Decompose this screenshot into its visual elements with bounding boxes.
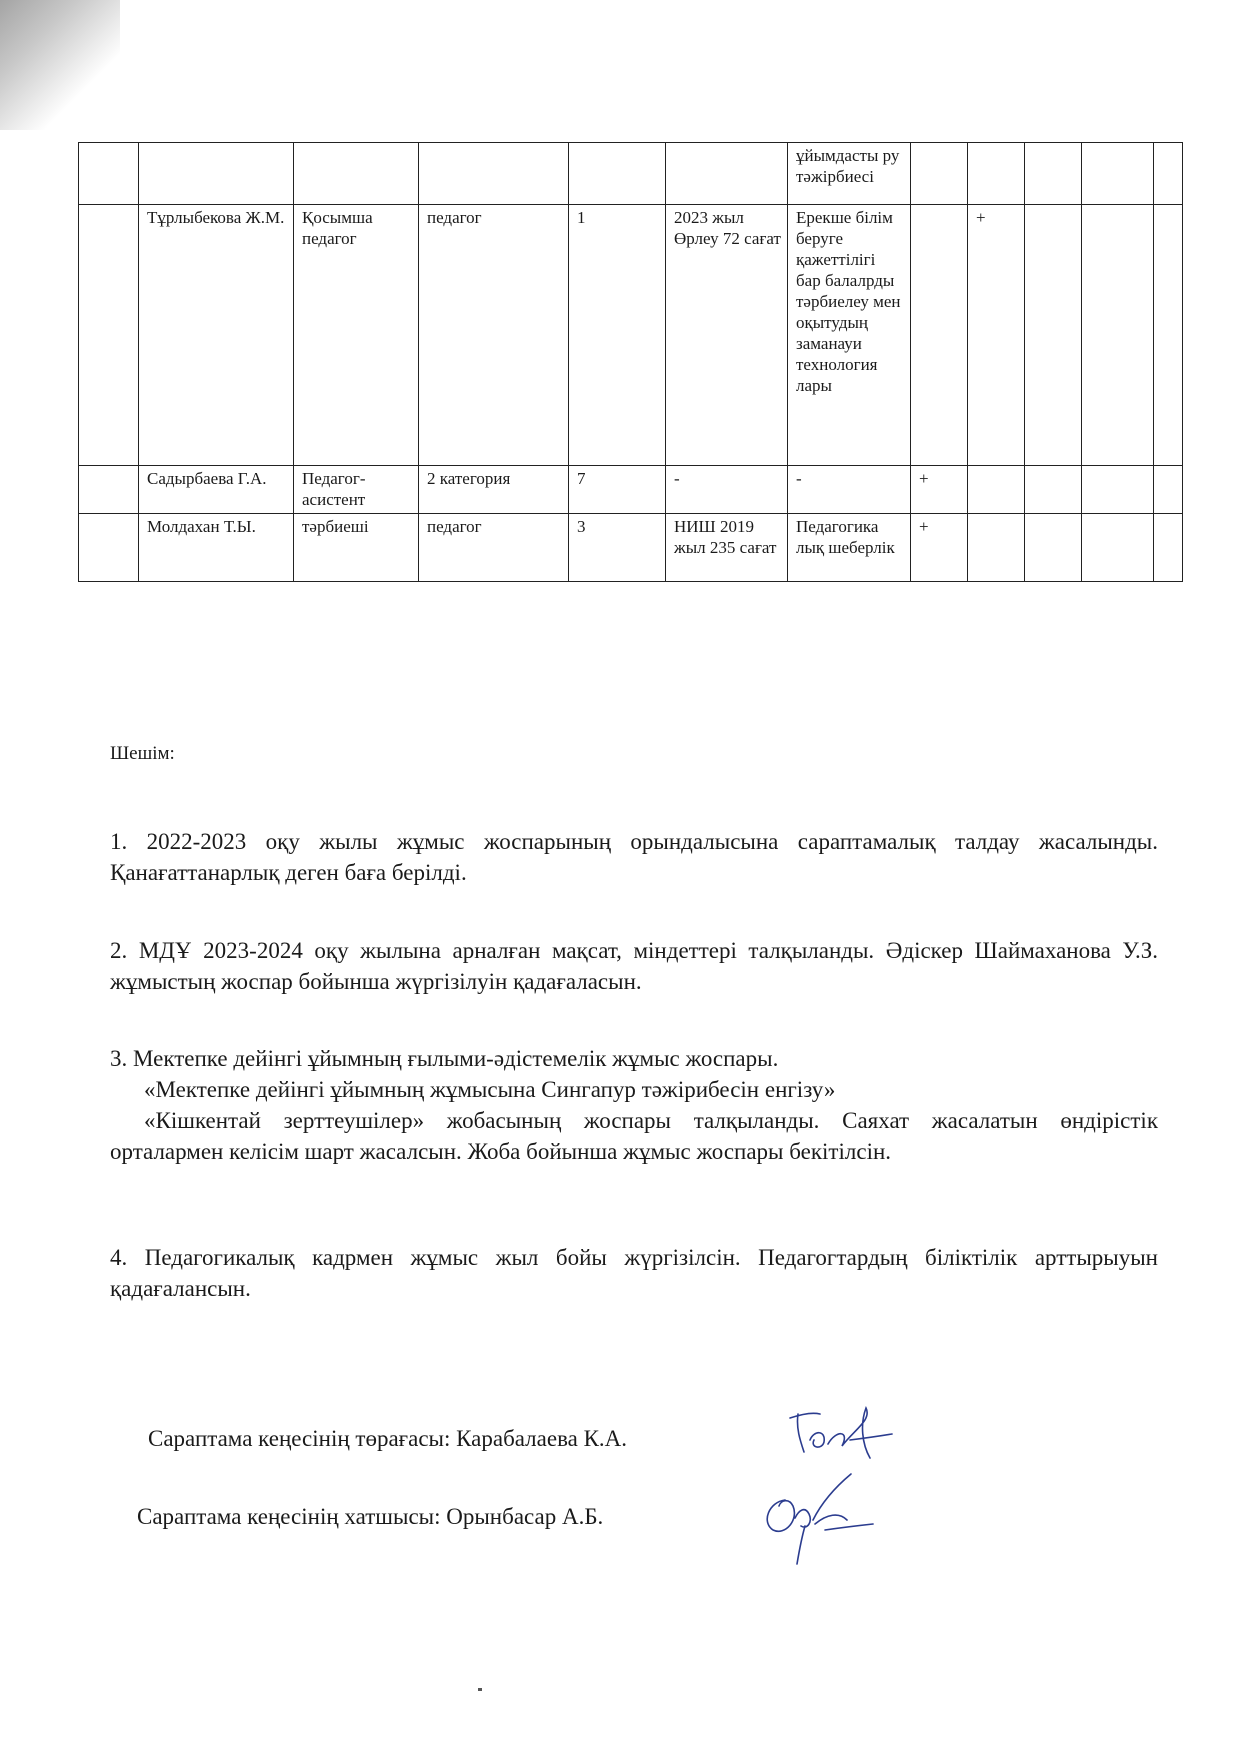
decision-item-1 [110,826,1158,888]
decision-item-3 [110,1043,1158,1167]
decision-label: Шешім: [110,743,175,764]
cell-mark: + [968,205,1025,466]
cell-mark [1025,466,1082,514]
cell-mark [1082,143,1154,205]
cell-position: тәрбиеші [294,514,419,582]
table-row [79,205,1183,466]
cell-no [79,514,139,582]
scan-corner-shadow [0,0,120,130]
cell-name: Тұрлыбекова Ж.М. [139,205,294,466]
cell-mark [968,466,1025,514]
decision-item-2 [110,935,1158,997]
decision-item-4-text: 4. Педагогикалық кадрмен жұмыс жыл бойы жүргізілсін. Педагогтардың біліктілік арттырыуын қадағалансын. [110,1245,1158,1301]
staff-table [78,142,1183,582]
decision-item-1-text: 1. 2022-2023 оқу жылы жұмыс жоспарының орындалысына сараптамалық талдау жасалынды. Қанағаттанарлық деген баға берілді. [110,829,1158,885]
table-row [79,466,1183,514]
cell-topic: ұйымдасты ру тәжірбиесі [788,143,911,205]
secretary-signature-line: Сараптама кеңесінің хатшысы: Орынбасар А.Б. [137,1504,604,1529]
cell-mark: + [911,466,968,514]
cell-no [79,143,139,205]
cell-category: 2 категория [419,466,569,514]
cell-mark [1154,514,1183,582]
chair-signature-scribble [780,1400,900,1470]
cell-mark [911,205,968,466]
cell-mark [1154,466,1183,514]
secretary-signature-scribble [755,1470,875,1570]
cell-course [666,143,788,205]
chair-signature-line: Сараптама кеңесінің төрағасы: Карабалаева К.А. [148,1426,628,1451]
cell-course: НИШ 2019 жыл 235 сағат [666,514,788,582]
table-row [79,143,1183,205]
cell-mark [1082,466,1154,514]
scan-speck [478,1688,482,1691]
decision-item-2-text: 2. МДҰ 2023-2024 оқу жылына арналған мақсат, міндеттері талқыланды. Әдіскер Шаймаханова У.З. жұмыстың жоспар бойынша жүргізілуін қадағаласын. [110,938,1158,994]
decision-item-4 [110,1242,1158,1304]
cell-no [79,466,139,514]
decision-item-3-text: 3. Мектепке дейінгі ұйымның ғылыми-әдістемелік жұмыс жоспары. [110,1046,779,1071]
cell-experience: 7 [569,466,666,514]
cell-name [139,143,294,205]
cell-mark [1154,205,1183,466]
cell-topic: Педагогика лық шеберлік [788,514,911,582]
decision-item-3-details: «Кішкентай зерттеушілер» жобасының жоспары талқыланды. Саяхат жасалатын өндірістік орталармен келісім шарт жасалсын. Жоба бойынша жұмыс жоспары бекітілсін. [110,1108,1158,1164]
table-row [79,514,1183,582]
cell-mark: + [911,514,968,582]
cell-mark [1154,143,1183,205]
cell-name: Молдахан Т.Ы. [139,514,294,582]
cell-experience: 3 [569,514,666,582]
cell-position: Қосымша педагог [294,205,419,466]
cell-mark [1025,143,1082,205]
cell-topic: Ерекше білім беруге қажеттілігі бар балалрды тәрбиелеу мен оқытудың заманауи технология лары [788,205,911,466]
cell-mark [1082,205,1154,466]
cell-mark [911,143,968,205]
cell-category: педагог [419,205,569,466]
cell-position [294,143,419,205]
cell-course: 2023 жыл Өрлеу 72 сағат [666,205,788,466]
cell-mark [968,143,1025,205]
cell-topic: - [788,466,911,514]
cell-mark [1025,514,1082,582]
cell-mark [1082,514,1154,582]
cell-category [419,143,569,205]
cell-experience: 1 [569,205,666,466]
cell-category: педагог [419,514,569,582]
cell-mark [1025,205,1082,466]
cell-experience [569,143,666,205]
cell-position: Педагог-асистент [294,466,419,514]
cell-course: - [666,466,788,514]
cell-name: Садырбаева Г.А. [139,466,294,514]
decision-item-3-project-title: «Мектепке дейінгі ұйымның жұмысына Сингапур тәжірибесін енгізу» [144,1077,836,1102]
cell-no [79,205,139,466]
cell-mark [968,514,1025,582]
